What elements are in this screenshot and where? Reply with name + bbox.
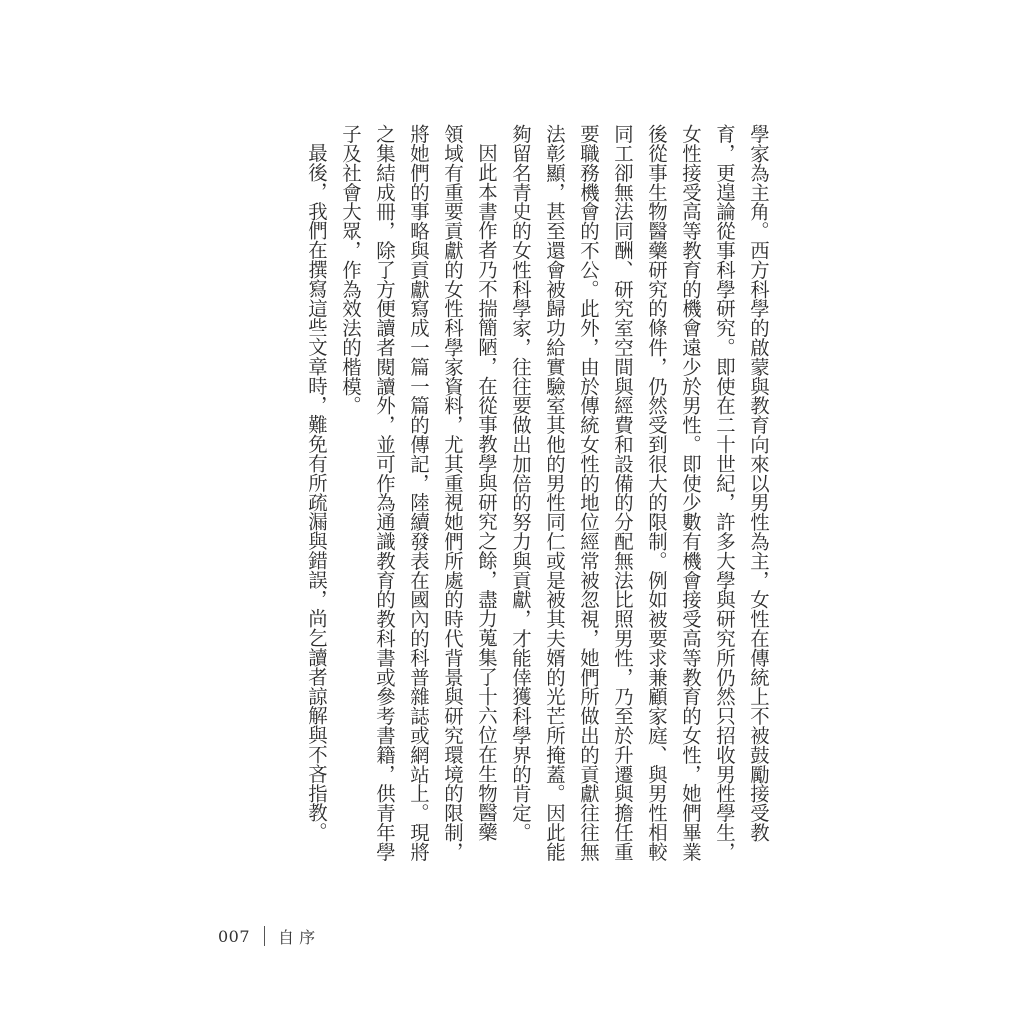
text-column: 夠留名青史的女性科學家，往往要做出加倍的努力與貢獻，才能倖獲科學界的肯定。	[509, 124, 532, 842]
text-column-paragraph-start: 最後，我們在撰寫這些文章時，難免有所疏漏與錯誤，尚乞讀者諒解與不吝指教。	[305, 143, 328, 842]
text-column: 將她們的事略與貢獻寫成一篇一篇的傳記，陸續發表在國內的科普雜誌或網站上。現將	[407, 124, 430, 862]
text-column: 之集結成冊，除了方便讀者閱讀外，並可作為通識教育的教科書或參考書籍，供青年學	[373, 124, 396, 862]
text-column: 育，更遑論從事科學研究。即使在二十世紀，許多大學與研究所仍然只招收男性學生，	[713, 124, 736, 862]
section-title: 自 序	[278, 927, 316, 947]
text-column: 要職務機會的不公。此外，由於傳統女性的地位經常被忽視，她們所做出的貢獻往往無	[577, 124, 600, 862]
page-number: 007	[218, 926, 251, 946]
text-column: 領域有重要貢獻的女性科學家資料，尤其重視她們所處的時代背景與研究環境的限制，	[441, 124, 464, 862]
body-text	[299, 124, 775, 864]
text-column: 子及社會大眾，作為效法的楷模。	[339, 124, 362, 415]
text-column-paragraph-start: 因此本書作者乃不揣簡陋，在從事教學與研究之餘，盡力蒐集了十六位在生物醫藥	[475, 143, 498, 842]
footer-divider	[264, 926, 265, 946]
page-footer	[218, 924, 315, 948]
text-column: 法彰顯，甚至還會被歸功給實驗室其他的男性同仁或是被其夫婿的光芒所掩蓋。因此能	[543, 124, 566, 862]
text-column: 後從事生物醫藥研究的條件，仍然受到很大的限制。例如被要求兼顧家庭、與男性相較	[645, 124, 668, 862]
text-column: 同工卻無法同酬、研究室空間與經費和設備的分配無法比照男性，乃至於升遷與擔任重	[611, 124, 634, 862]
text-column: 女性接受高等教育的機會遠少於男性。即使少數有機會接受高等教育的女性，她們畢業	[679, 124, 702, 862]
text-column: 學家為主角。西方科學的啟蒙與教育向來以男性為主，女性在傳統上不被鼓勵接受教	[747, 124, 770, 842]
